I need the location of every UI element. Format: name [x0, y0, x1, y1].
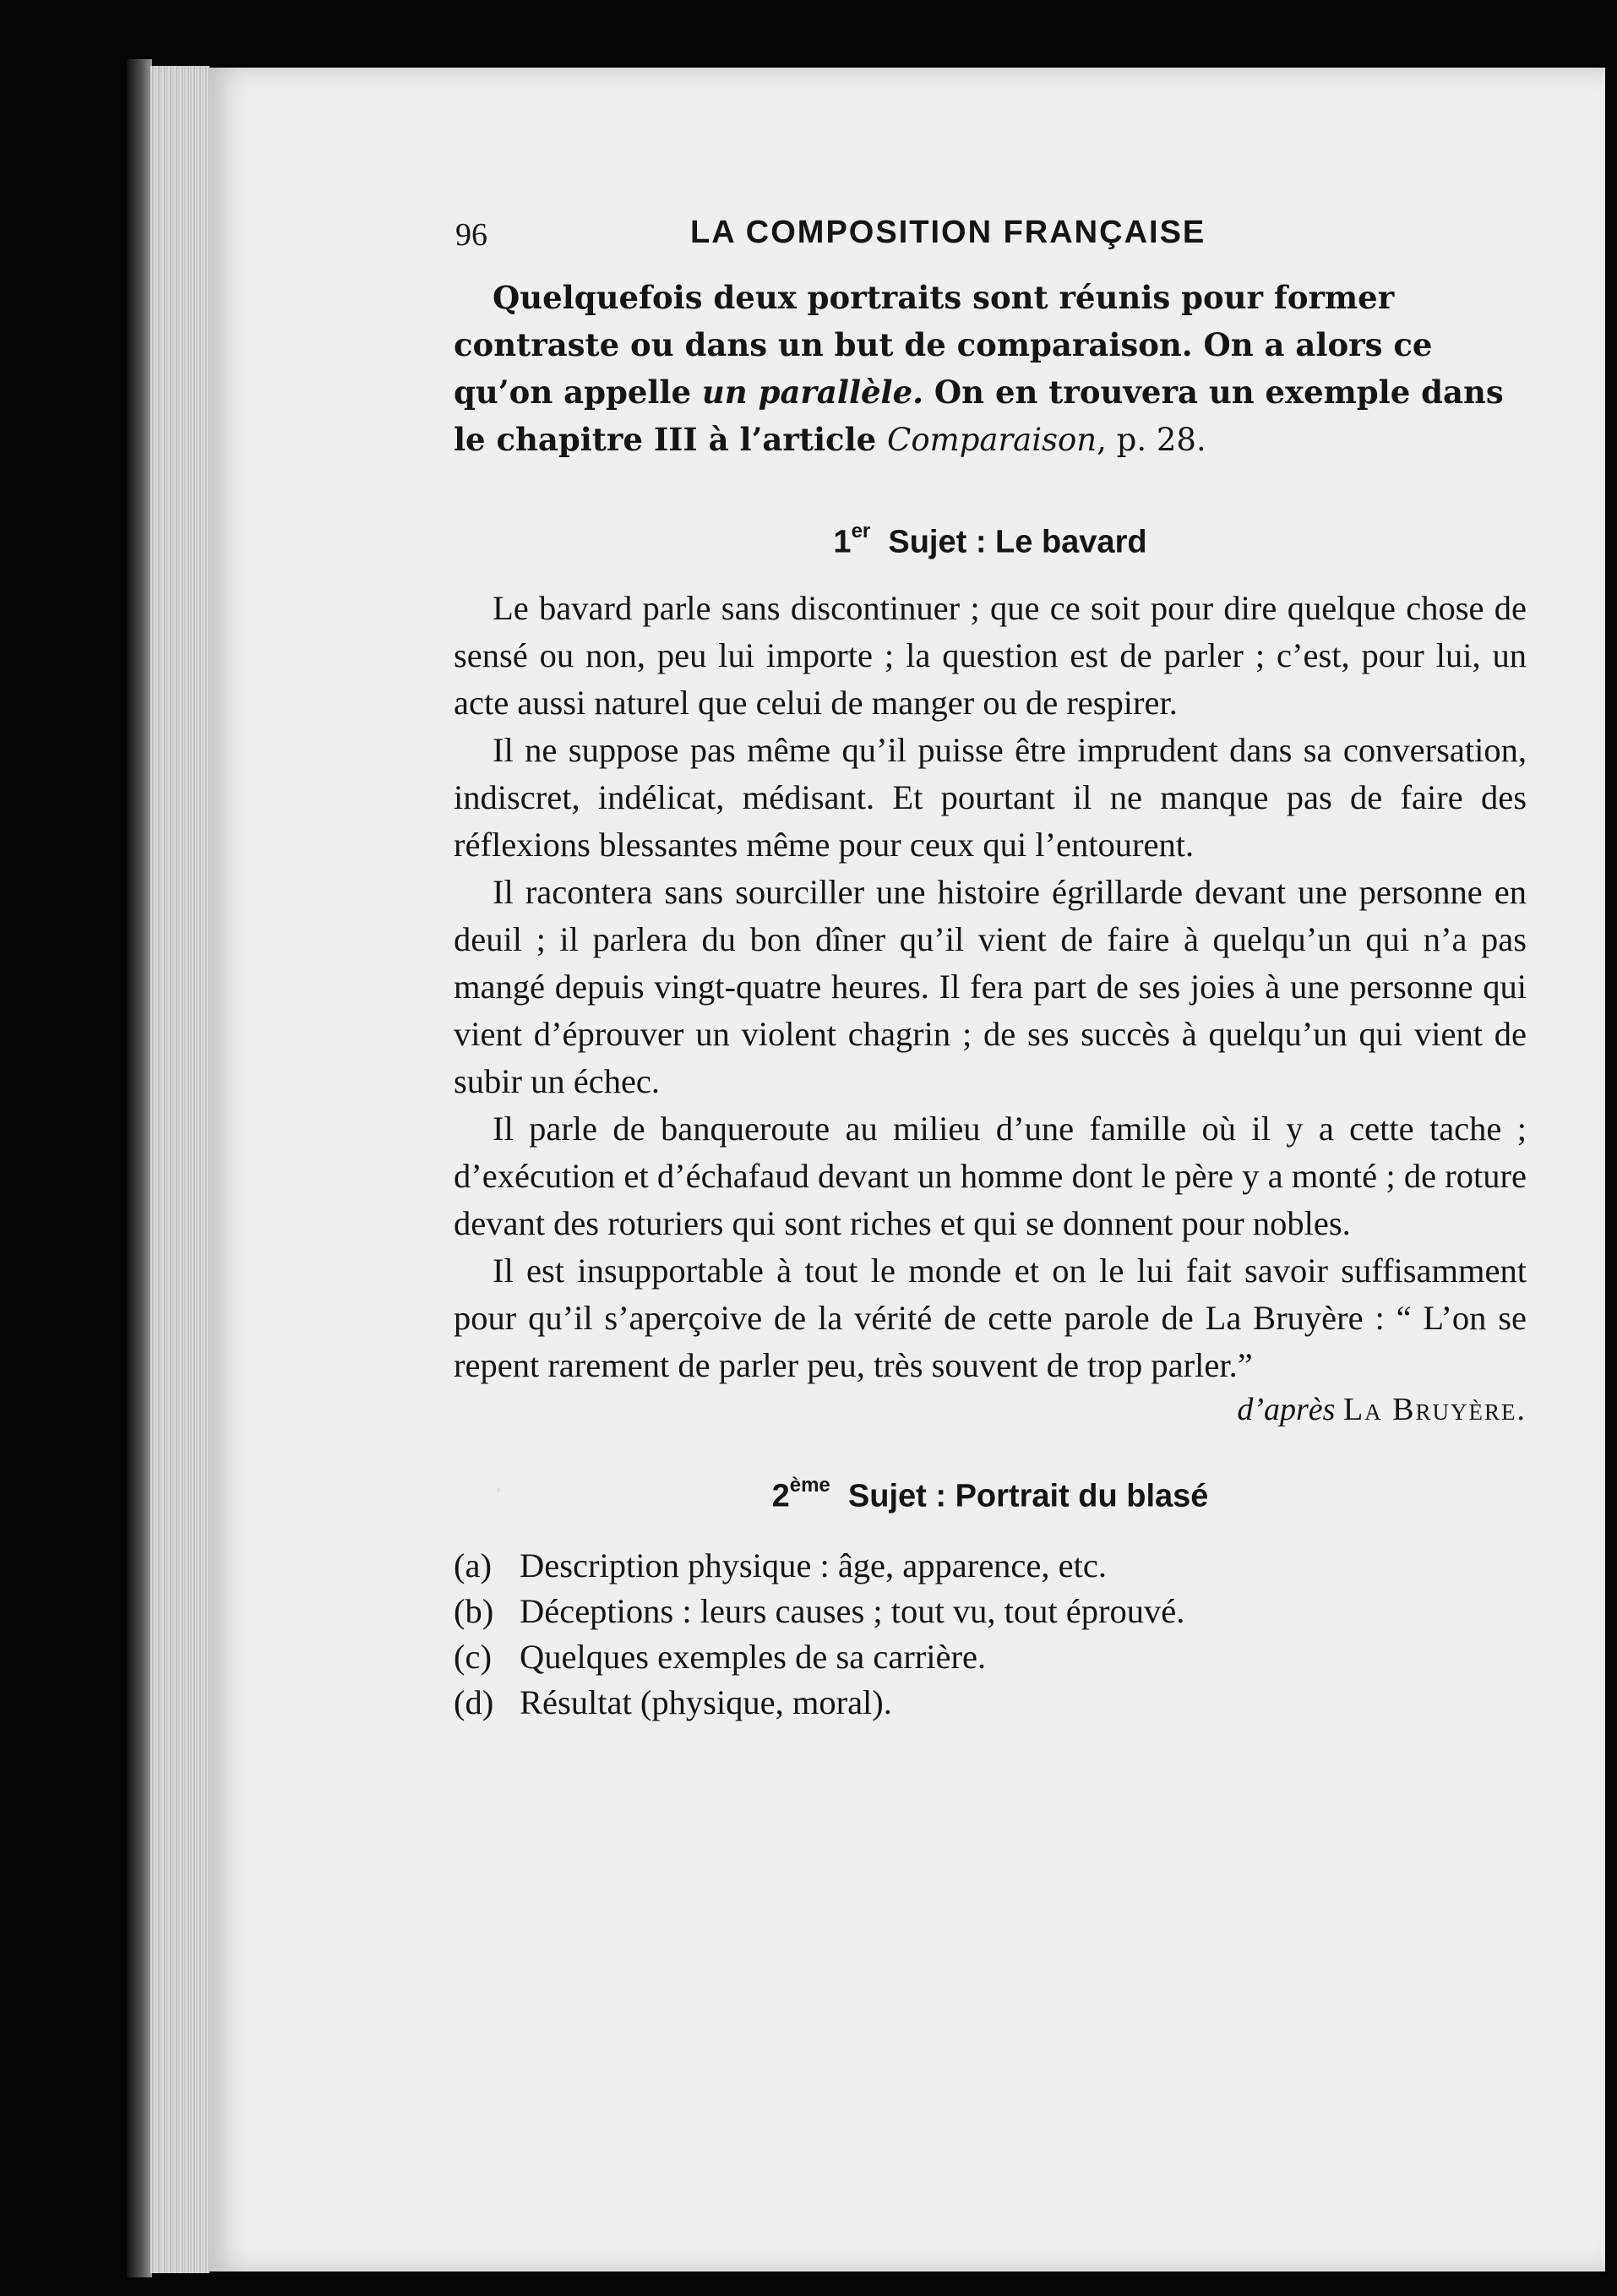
subject-1-body — [454, 585, 1527, 1389]
intro-text-2: On en trouvera un exemple dans le chapitre III à l’article — [454, 374, 1504, 458]
subject-1-paragraph: Il ne suppose pas même qu’il puisse être imprudent dans sa conversation, indiscret, indélicat, médisant. Et pourtant il ne manque pas de faire des réflexions blessantes même pour ceux qui l’entourent. — [454, 730, 1527, 864]
subject-2-number-suffix: ème — [789, 1473, 830, 1497]
outline-text: Quelques exemples de sa carrière. — [520, 1638, 987, 1677]
outline-item — [454, 1589, 1527, 1634]
attribution — [454, 1386, 1527, 1433]
subject-2-title: Sujet : Portrait du blasé — [847, 1478, 1209, 1514]
page-number: 96 — [455, 217, 487, 253]
subject-1-heading — [454, 520, 1527, 561]
page-stack-edge — [150, 66, 210, 2273]
intro-text-1: Quelquefois deux portraits sont réunis pour former contraste ou dans un but de comparaison. On a alors ce qu’on appelle — [454, 279, 1433, 411]
outline-marker: (a) — [454, 1546, 492, 1585]
intro-italic-term: un parallèle. — [701, 374, 924, 411]
subject-1-paragraph: Le bavard parle sans discontinuer ; que ce soit pour dire quelque chose de sensé ou non, peu lui importe ; la question est de parler ; c’est, pour lui, un acte aussi naturel que celui de manger ou de respirer. — [454, 588, 1527, 722]
page-header — [454, 211, 1527, 270]
outline-marker: (b) — [454, 1592, 494, 1631]
outline-text: Déceptions : leurs causes ; tout vu, tout éprouvé. — [520, 1592, 1185, 1631]
running-title: LA COMPOSITION FRANÇAISE — [690, 215, 1206, 250]
outline-marker: (c) — [454, 1638, 492, 1677]
subject-2-number: 2 — [771, 1478, 790, 1514]
outline-item — [454, 1680, 1527, 1726]
outline-item — [454, 1543, 1527, 1589]
intro-italic-ref: Comparaison — [887, 422, 1097, 458]
outline-marker: (d) — [454, 1683, 494, 1722]
subject-1-paragraph: Il racontera sans sourciller une histoire égrillarde devant une personne en deuil ; il parlera du bon dîner qu’il vient de faire à quelqu’un qui n’a pas mangé depuis vingt-quatre heures. Il fera part de ses joies à une personne qui vient d’éprouver un violent chagrin ; de ses succès à quelqu’un qui vient de subir un échec. — [454, 872, 1527, 1100]
subject-1-title: Sujet : Le bavard — [888, 524, 1147, 560]
attribution-author: La Bruyère. — [1342, 1391, 1527, 1427]
intro-text-3: , p. 28. — [1097, 422, 1206, 458]
book-spine-shadow — [127, 59, 152, 2277]
subject-1-number: 1 — [833, 524, 852, 560]
subject-1-number-suffix: er — [851, 520, 871, 543]
outline-item — [454, 1634, 1527, 1680]
page-content — [454, 211, 1527, 1726]
subject-2-heading — [454, 1473, 1527, 1515]
subject-1-paragraph: Il parle de banqueroute au milieu d’une famille où il y a cette tache ; d’exécution et d’échafaud devant un homme dont le père y a monté ; de roture devant des roturiers qui sont riches et qui se donnent pour nobles. — [454, 1109, 1527, 1242]
subject-1-paragraph: Il est insupportable à tout le monde et on le lui fait savoir suffisamment pour qu’il s’aperçoive de la vérité de cette parole de La Bruyère : “ L’on se repent rarement de parler peu, très souvent de trop parler.” — [454, 1251, 1527, 1384]
subject-2-outline — [454, 1543, 1527, 1726]
outline-text: Description physique : âge, apparence, etc. — [520, 1546, 1107, 1585]
intro-paragraph — [454, 274, 1527, 464]
outline-text: Résultat (physique, moral). — [520, 1683, 892, 1722]
attribution-prefix: d’après — [1237, 1391, 1336, 1427]
